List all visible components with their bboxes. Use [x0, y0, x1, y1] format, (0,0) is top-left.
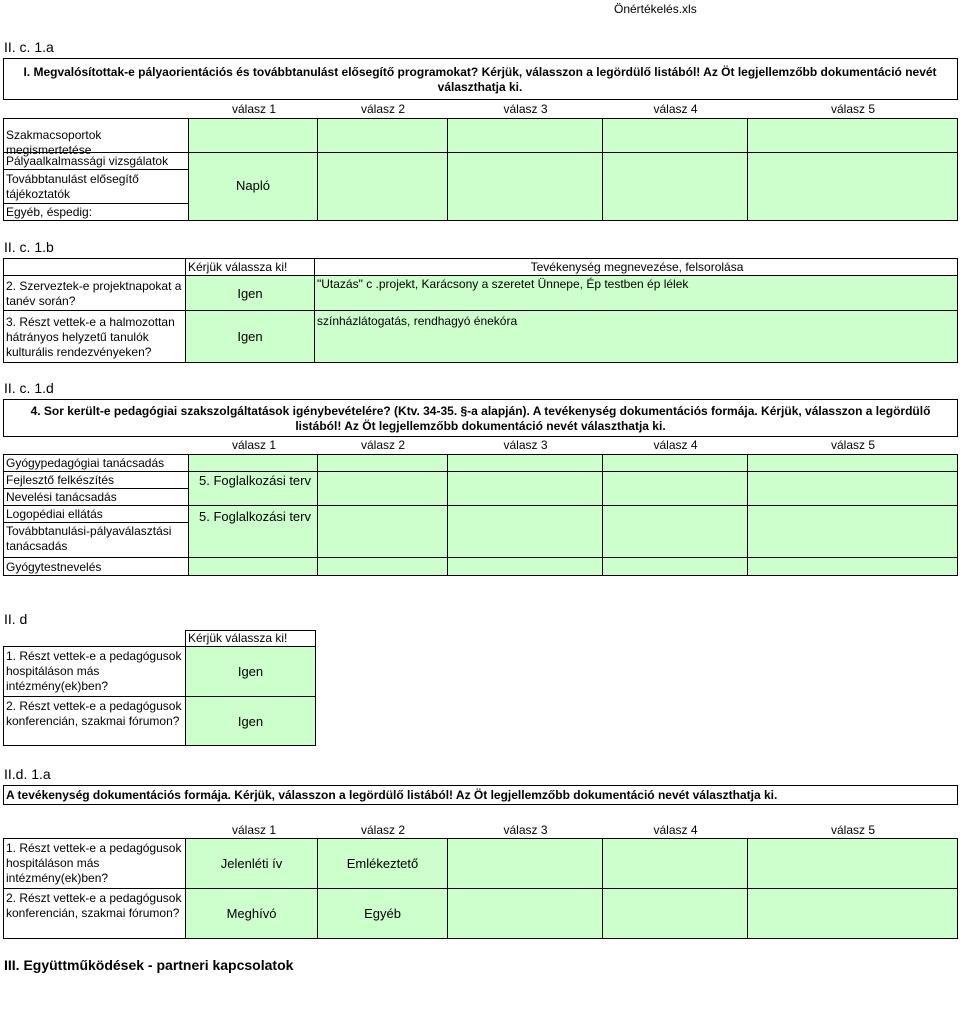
- answer-header-1d-3: válasz 3: [503, 438, 548, 452]
- answer-konferencia[interactable]: Igen: [185, 696, 316, 746]
- row-label-tovabbtanulast: Továbbtanulást elősegítő tájékoztatók: [6, 172, 139, 201]
- section-heading-2d: II. d: [4, 611, 28, 627]
- cell-1d-r1-v5[interactable]: [747, 454, 958, 472]
- question-hospitalas: 1. Részt vettek-e a pedagógusok hospitáláson más intézmény(ek)ben?: [6, 649, 182, 693]
- answer-header-1: válasz 1: [231, 102, 277, 116]
- question-hospitalas-2: 1. Részt vettek-e a pedagógusok hospitáláson más intézmény(ek)ben?: [6, 841, 182, 885]
- answer-header-2d-2: válasz 2: [360, 823, 406, 837]
- cell-1d-r2-v5[interactable]: [747, 471, 958, 506]
- cell-1d-r6-v4[interactable]: [602, 557, 748, 576]
- cell-2d1a-r1-v5[interactable]: [747, 838, 958, 889]
- cell-1d-r6-v3[interactable]: [447, 557, 603, 576]
- cell-2d1a-r2-v4[interactable]: [602, 888, 748, 939]
- answer-header-1d-5: válasz 5: [830, 438, 876, 452]
- answer-header-2d-5: válasz 5: [830, 823, 876, 837]
- cell-2d1a-r1-v4[interactable]: [602, 838, 748, 889]
- answer-header-2d-1: válasz 1: [231, 823, 277, 837]
- choose-header-2d: Kérjük válassza ki!: [188, 631, 288, 645]
- answer-header-1d-1: válasz 1: [231, 438, 277, 452]
- answer-hospitalas[interactable]: Igen: [185, 646, 316, 697]
- row-label-palyaalkalmassagi: Pályaalkalmassági vizsgálatok: [6, 154, 169, 168]
- row-label-logopediai: Logopédiai ellátás: [6, 507, 103, 521]
- cell-1d-r2-v2[interactable]: [317, 471, 448, 506]
- cell-1d-r4-v3[interactable]: [447, 505, 603, 558]
- cell-2d1a-r1-v3[interactable]: [447, 838, 603, 889]
- question-kulturalis: 3. Részt vettek-e a halmozottan hátrányos helyzetű tanulók kulturális rendezvényeken?: [6, 315, 175, 359]
- row-label-tovabbtanulasi: Továbbtanulási-pályaválasztási tanácsadás: [6, 524, 172, 553]
- cell-1d-r4-v2[interactable]: [317, 505, 448, 558]
- table-1a: [3, 118, 958, 221]
- cell-1d-r2-v3[interactable]: [447, 471, 603, 506]
- cell-1a-merged-v1[interactable]: [188, 152, 318, 221]
- cell-1d-r1-v4[interactable]: [602, 454, 748, 472]
- cell-1a-r1-v2[interactable]: [317, 118, 448, 153]
- section-heading-1b: II. c. 1.b: [4, 239, 54, 255]
- answer-header-2d-3: válasz 3: [503, 823, 548, 837]
- activity-projektnapok[interactable]: "Utazás" c .projekt, Karácsony a szeretet Ünnepe, Ép testben ép lélek: [314, 275, 958, 311]
- answer-header-1d-2: válasz 2: [360, 438, 406, 452]
- activity-header: Tevékenység megnevezése, felsorolása: [530, 260, 744, 274]
- question-text-1a: I. Megvalósítottak-e pályaorientációs és továbbtanulást elősegítő programokat? Kérjük, válasszon a legördülő listából! Az Öt legjellemzőbb dokumentáció nevét választhatja ki.: [23, 65, 937, 94]
- cell-1d-r2-v4[interactable]: [602, 471, 748, 506]
- question-text-2d-1a: A tevékenység dokumentációs formája. Kérjük, válasszon a legördülő listából! Az Öt legjellemzőbb dokumentáció nevét választhatja ki.: [6, 788, 778, 802]
- question-text-1d: 4. Sor került-e pedagógiai szakszolgáltatások igénybevételére? (Ktv. 34-35. §-a alapján). A tevékenység dokumentációs formája. Kérjük, válasszon a legördülő listából! Az Öt legjellemzőbb dokumentáció nevét választhatja ki.: [30, 404, 931, 433]
- table-2d: [3, 630, 316, 746]
- row-label-gyogytestneveles: Gyógytestnevelés: [6, 560, 102, 574]
- row-label-egyeb: Egyéb, éspedig:: [6, 205, 93, 219]
- answer-header-5: válasz 5: [830, 102, 876, 116]
- question-projektnapok: 2. Szerveztek-e projektnapokat a tanév során?: [6, 279, 182, 308]
- merged-value-naplo: Napló: [236, 178, 270, 193]
- row-label-fejleszto: Fejlesztő felkészítés: [6, 473, 115, 487]
- question-box-1a: [3, 58, 958, 100]
- cell-1a-r1-v3[interactable]: [447, 118, 603, 153]
- row-label-szakmacsoportok: Szakmacsoportok megismertetése: [6, 128, 102, 157]
- cell-1d-r2-v1[interactable]: 5. Foglalkozási terv: [188, 471, 318, 506]
- cell-1a-merged-v2[interactable]: [317, 152, 448, 221]
- answer-header-2d-4: válasz 4: [653, 823, 698, 837]
- section-heading-1d: II. c. 1.d: [4, 380, 54, 396]
- cell-1a-merged-v5[interactable]: [747, 152, 958, 221]
- row-label-gyogypedagogiai: Gyógypedagógiai tanácsadás: [6, 456, 165, 470]
- row-label-nevelesi: Nevelési tanácsadás: [6, 490, 117, 504]
- question-box-2d-1a: [3, 785, 958, 805]
- table-1b: [3, 258, 958, 363]
- section-heading-iii: III. Együttműködések - partneri kapcsolatok: [4, 957, 294, 973]
- section-heading-1a: II. c. 1.a: [4, 39, 54, 55]
- answer-kulturalis[interactable]: Igen: [185, 310, 315, 363]
- activity-kulturalis[interactable]: színházlátogatás, rendhagyó énekóra: [314, 310, 958, 363]
- cell-1d-r4-v4[interactable]: [602, 505, 748, 558]
- choose-header-1b: Kérjük válassza ki!: [188, 260, 288, 274]
- answer-header-1d-4: válasz 4: [653, 438, 698, 452]
- answer-projektnapok[interactable]: Igen: [185, 275, 315, 311]
- cell-1a-merged-v4[interactable]: [602, 152, 748, 221]
- cell-1d-r6-v1[interactable]: [188, 557, 318, 576]
- cell-2d1a-r2-v5[interactable]: [747, 888, 958, 939]
- cell-1a-r1-v5[interactable]: [747, 118, 958, 153]
- answer-header-4: válasz 4: [653, 102, 698, 116]
- cell-1a-r1-v4[interactable]: [602, 118, 748, 153]
- cell-2d1a-r2-v1[interactable]: Meghívó: [185, 888, 318, 939]
- cell-2d1a-r1-v1[interactable]: Jelenléti ív: [185, 838, 318, 889]
- cell-1a-r1-v1[interactable]: [188, 118, 318, 153]
- cell-1d-r6-v5[interactable]: [747, 557, 958, 576]
- file-title: Önértékelés.xls: [614, 2, 697, 16]
- question-konferencia-2: 2. Részt vettek-e a pedagógusok konferencián, szakmai fórumon?: [6, 891, 182, 920]
- cell-2d1a-r1-v2[interactable]: Emlékeztető: [317, 838, 448, 889]
- cell-2d1a-r2-v3[interactable]: [447, 888, 603, 939]
- cell-1d-r1-v2[interactable]: [317, 454, 448, 472]
- question-box-1d: [3, 399, 958, 437]
- cell-1d-r4-v5[interactable]: [747, 505, 958, 558]
- answer-header-2: válasz 2: [360, 102, 406, 116]
- question-konferencia: 2. Részt vettek-e a pedagógusok konferencián, szakmai fórumon?: [6, 699, 182, 728]
- table-1d: [3, 454, 958, 576]
- section-heading-2d-1a: II.d. 1.a: [4, 766, 51, 782]
- cell-1d-r4-v1[interactable]: 5. Foglalkozási terv: [188, 505, 318, 558]
- answer-header-3: válasz 3: [503, 102, 548, 116]
- cell-2d1a-r2-v2[interactable]: Egyéb: [317, 888, 448, 939]
- cell-1d-r6-v2[interactable]: [317, 557, 448, 576]
- cell-1a-merged-v3[interactable]: [447, 152, 603, 221]
- cell-1d-r1-v1[interactable]: [188, 454, 318, 472]
- cell-1d-r1-v3[interactable]: [447, 454, 603, 472]
- table-2d-1a: [3, 838, 958, 939]
